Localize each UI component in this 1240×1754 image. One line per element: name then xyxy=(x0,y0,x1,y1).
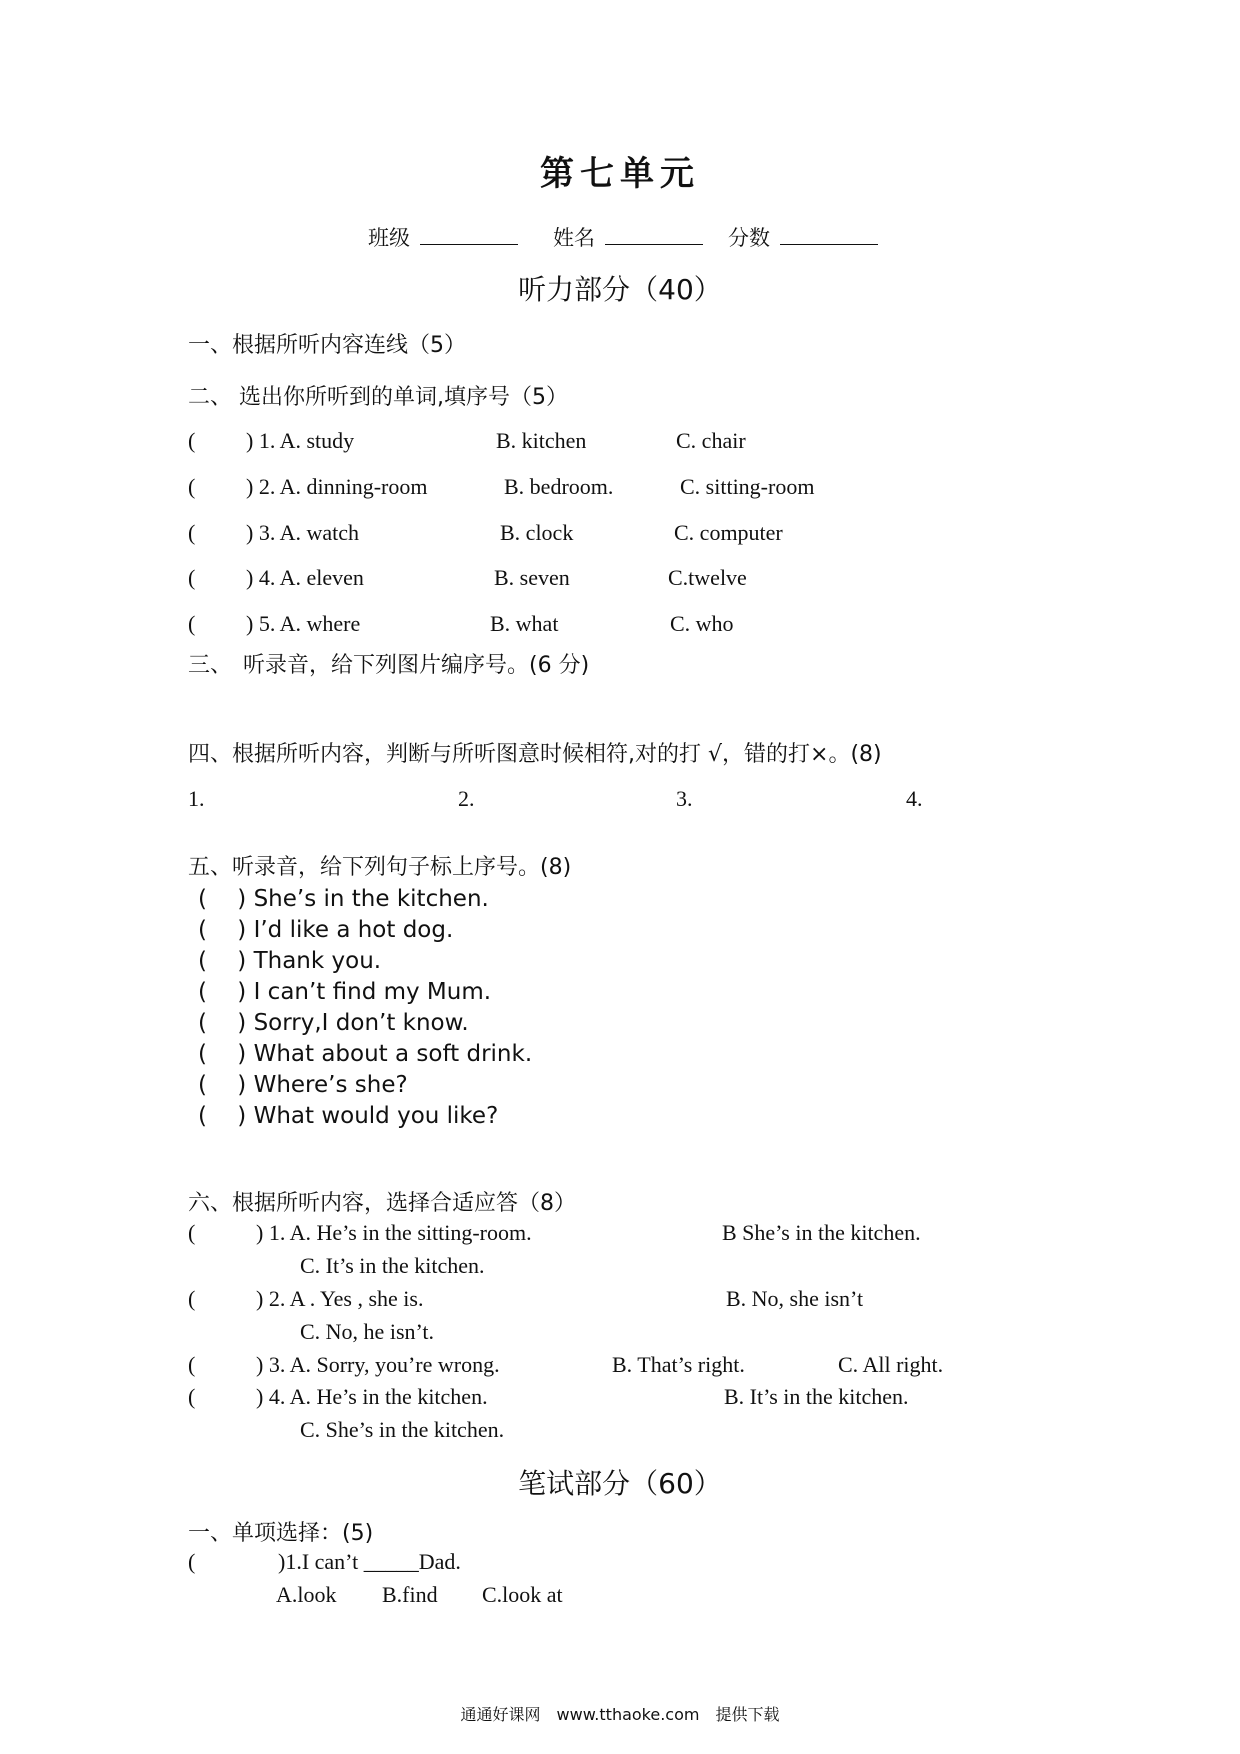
list-item xyxy=(198,973,491,1006)
answer-paren: ( ) xyxy=(198,948,247,974)
option-b: B. kitchen xyxy=(496,428,587,453)
sentence-text: What about a soft drink. xyxy=(253,1041,533,1067)
option-b: B. clock xyxy=(500,520,574,545)
score-blank xyxy=(780,224,878,245)
sentence-text: She’s in the kitchen. xyxy=(253,886,489,912)
sentence-text: Thank you. xyxy=(253,948,382,974)
answer-paren: ( ) xyxy=(198,886,247,912)
answer-paren: ( ) xyxy=(198,979,247,1005)
name-field xyxy=(553,222,703,252)
option-a: ) 5. A. where xyxy=(246,611,361,636)
class-field xyxy=(368,222,518,252)
answer-paren: ( xyxy=(188,474,196,499)
answer-paren: ( xyxy=(188,611,196,636)
option-b: B. bedroom. xyxy=(504,474,614,499)
option-a: ) 1. A. He’s in the sitting-room. xyxy=(256,1220,532,1245)
option-c: C.look at xyxy=(482,1582,563,1607)
option-c: C. All right. xyxy=(838,1352,944,1377)
score-label: 分数 xyxy=(728,226,770,250)
list-item xyxy=(198,880,489,913)
answer-paren: ( xyxy=(188,1384,196,1409)
option-a: ) 4. A. eleven xyxy=(246,565,364,590)
option-c: C. It’s in the kitchen. xyxy=(300,1253,485,1278)
option-c: C. chair xyxy=(676,428,746,453)
answer-paren: ( xyxy=(188,520,196,545)
option-b: B She’s in the kitchen. xyxy=(722,1220,921,1245)
listening-part-3-heading: 三、 听录音，给下列图片编序号。(6 分) xyxy=(188,653,590,678)
listening-part-1-heading: 一、根据所听内容连线（5） xyxy=(188,333,466,358)
answer-paren: ( xyxy=(188,1220,196,1245)
picture-number: 2. xyxy=(458,786,475,811)
writing-part-1-heading: 一、单项选择：(5) xyxy=(188,1521,374,1546)
option-c: C. who xyxy=(670,611,734,636)
answer-paren: ( ) xyxy=(198,1103,247,1129)
list-item xyxy=(198,911,453,944)
option-c: C. She’s in the kitchen. xyxy=(300,1417,505,1442)
answer-paren: ( xyxy=(188,565,196,590)
answer-paren: ( ) xyxy=(198,917,247,943)
option-a: ) 1. A. study xyxy=(246,428,355,453)
list-item xyxy=(198,1066,408,1099)
list-item xyxy=(198,1097,498,1130)
option-c: C. No, he isn’t. xyxy=(300,1319,435,1344)
list-item xyxy=(198,1004,469,1037)
answer-paren: ( ) xyxy=(198,1041,247,1067)
option-b: B. what xyxy=(490,611,559,636)
option-c: C. computer xyxy=(674,520,783,545)
picture-number: 4. xyxy=(906,786,923,811)
answer-paren: ( xyxy=(188,428,196,453)
class-label: 班级 xyxy=(368,226,410,250)
answer-paren: ( ) xyxy=(198,1072,247,1098)
sentence-text: I can’t find my Mum. xyxy=(253,979,492,1005)
class-blank xyxy=(420,224,518,245)
sentence-text: I’d like a hot dog. xyxy=(253,917,454,943)
option-b: B. seven xyxy=(494,565,570,590)
option-a: ) 3. A. Sorry, you’re wrong. xyxy=(256,1352,500,1377)
answer-paren: ( xyxy=(188,1286,196,1311)
option-b: B. No, she isn’t xyxy=(726,1286,864,1311)
sentence-text: Sorry,I don’t know. xyxy=(253,1010,469,1036)
sentence-text: Where’s she? xyxy=(253,1072,408,1098)
listening-part-6-heading: 六、根据所听内容，选择合适应答（8） xyxy=(188,1191,576,1216)
listening-part-2-heading: 二、 选出你所听到的单词,填序号（5） xyxy=(188,385,568,410)
listening-section-title: 听力部分（40） xyxy=(518,273,722,306)
list-item xyxy=(198,942,381,975)
option-a: A.look xyxy=(276,1582,337,1607)
option-a: ) 3. A. watch xyxy=(246,520,360,545)
page-title: 第七单元 xyxy=(540,156,700,193)
option-c: C.twelve xyxy=(668,565,747,590)
option-a: ) 4. A. He’s in the kitchen. xyxy=(256,1384,488,1409)
listening-part-4-heading: 四、根据所听内容，判断与所听图意时候相符,对的打 √，错的打×。(8) xyxy=(188,742,882,767)
option-a: ) 2. A . Yes , she is. xyxy=(256,1286,424,1311)
picture-number: 3. xyxy=(676,786,693,811)
answer-paren: ( xyxy=(188,1352,196,1377)
option-b: B. It’s in the kitchen. xyxy=(724,1384,909,1409)
option-c: C. sitting-room xyxy=(680,474,815,499)
option-a: ) 2. A. dinning-room xyxy=(246,474,428,499)
answer-paren: ( ) xyxy=(198,1010,247,1036)
sentence-text: What would you like? xyxy=(253,1103,499,1129)
question-stem: )1.I can’t _____Dad. xyxy=(278,1549,461,1574)
name-label: 姓名 xyxy=(553,226,595,250)
option-b: B. That’s right. xyxy=(612,1352,745,1377)
listening-part-5-heading: 五、听录音，给下列句子标上序号。(8) xyxy=(188,855,572,880)
answer-paren: ( xyxy=(188,1549,196,1574)
picture-number: 1. xyxy=(188,786,205,811)
option-b: B.find xyxy=(382,1582,438,1607)
score-field xyxy=(728,222,878,252)
writing-section-title: 笔试部分（60） xyxy=(518,1467,722,1500)
list-item xyxy=(198,1035,532,1068)
name-blank xyxy=(605,224,703,245)
download-footer: 通通好课网 www.tthaoke.com 提供下载 xyxy=(460,1705,780,1724)
